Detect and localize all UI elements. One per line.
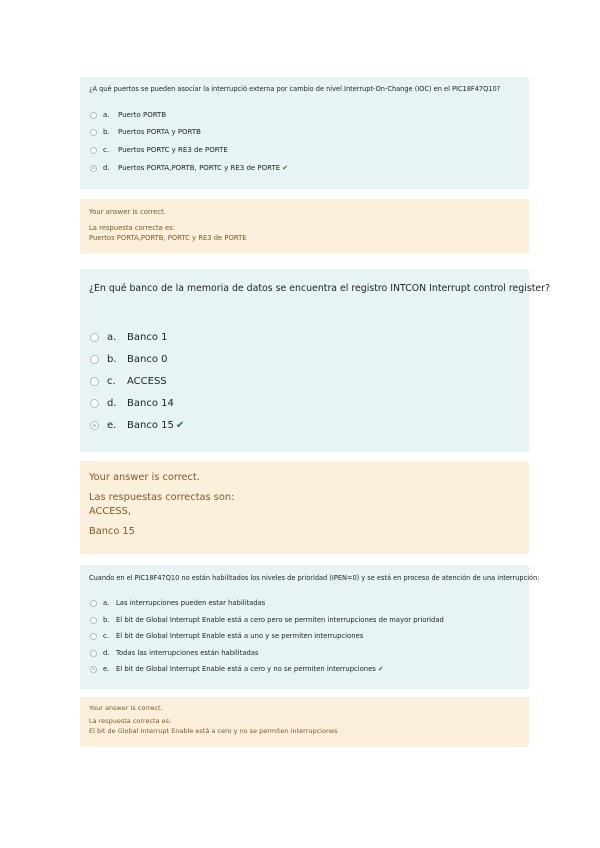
feedback-answer: El bit de Global Interrupt Enable está a cero y no se permiten interrupciones: [89, 727, 338, 735]
option-d[interactable]: [90, 398, 174, 409]
radio-icon[interactable]: [90, 377, 99, 386]
option-letter: b.: [107, 354, 117, 365]
option-letter: c.: [103, 632, 109, 640]
option-a[interactable]: [90, 332, 167, 343]
option-label: El bit de Global Interrupt Enable está a cero pero se permiten interrupciones de mayor prioridad: [116, 616, 444, 624]
radio-icon[interactable]: [90, 147, 97, 154]
question-2: [80, 269, 550, 452]
option-letter: a.: [107, 332, 117, 343]
radio-icon[interactable]: [90, 333, 99, 342]
option-label: Banco 14: [127, 398, 174, 409]
option-c[interactable]: [90, 146, 228, 154]
option-c[interactable]: [90, 632, 363, 640]
option-label: Banco 0: [127, 354, 168, 365]
feedback-answer: Puertos PORTA,PORTB, PORTC y RE3 de PORTE: [89, 234, 247, 242]
option-label: Banco 15: [127, 420, 174, 431]
radio-icon[interactable]: [90, 650, 97, 657]
feedback-answer: ACCESS,: [89, 506, 131, 517]
feedback-2: [80, 461, 529, 554]
option-label: Puertos PORTA,PORTB, PORTC y RE3 de PORTE: [118, 164, 281, 172]
radio-icon[interactable]: [90, 399, 99, 408]
radio-icon[interactable]: [90, 112, 97, 119]
radio-icon[interactable]: [90, 633, 97, 640]
option-letter: c.: [103, 146, 110, 154]
question-text: ¿En qué banco de la memoria de datos se encuentra el registro INTCON Interrupt control register?: [89, 283, 550, 294]
option-letter: a.: [103, 599, 110, 607]
radio-icon[interactable]: [90, 600, 97, 607]
option-label: Banco 1: [127, 332, 168, 343]
feedback-intro: La respuesta correcta es:: [89, 224, 175, 232]
option-a[interactable]: [90, 111, 166, 119]
feedback-answer: Banco 15: [89, 526, 135, 537]
option-label: El bit de Global Interrupt Enable está a uno y se permiten interrupciones: [116, 632, 364, 640]
question-text: ¿A qué puertos se pueden asociar la interrupció externa por cambio de nivel Interrupt-On-Change (IOC) en el PIC18F47Q10?: [89, 85, 501, 93]
option-b[interactable]: [90, 128, 201, 136]
option-e[interactable]: [90, 665, 384, 673]
radio-icon[interactable]: [90, 165, 97, 172]
question-3: [80, 565, 540, 689]
option-a[interactable]: [90, 599, 265, 607]
option-letter: b.: [103, 616, 110, 624]
radio-icon[interactable]: [90, 355, 99, 364]
option-b[interactable]: [90, 616, 444, 624]
option-letter: d.: [103, 649, 110, 657]
check-icon: ✔: [377, 665, 384, 673]
question-1: [80, 77, 529, 189]
feedback-intro: La respuesta correcta es:: [89, 717, 172, 725]
option-letter: c.: [107, 376, 116, 387]
feedback-3: [80, 697, 529, 747]
option-d[interactable]: [90, 649, 259, 657]
feedback-status: Your answer is correct.: [89, 472, 200, 483]
question-text: Cuando en el PIC18F47Q10 no están habilitados los niveles de prioridad (IPEN=0) y se está en proceso de atención de una interrupción:: [89, 574, 540, 582]
radio-icon[interactable]: [90, 617, 97, 624]
feedback-status: Your answer is correct.: [89, 704, 163, 712]
radio-icon[interactable]: [90, 129, 97, 136]
feedback-1: [80, 199, 529, 254]
check-icon: ✔: [175, 420, 185, 431]
option-label: El bit de Global Interrupt Enable está a cero y no se permiten interrupciones: [116, 665, 376, 673]
option-label: Puertos PORTA y PORTB: [118, 128, 201, 136]
option-letter: d.: [103, 164, 110, 172]
check-icon: ✔: [282, 164, 289, 172]
option-label: Puerto PORTB: [118, 111, 167, 119]
radio-icon[interactable]: [90, 421, 99, 430]
feedback-intro: Las respuestas correctas son:: [89, 492, 235, 503]
option-label: Puertos PORTC y RE3 de PORTE: [118, 146, 228, 154]
option-letter: e.: [103, 665, 110, 673]
feedback-status: Your answer is correct.: [89, 208, 166, 216]
option-letter: a.: [103, 111, 110, 119]
option-e[interactable]: [90, 420, 184, 431]
option-letter: e.: [107, 420, 117, 431]
option-label: Todas las interrupciones están habilitadas: [116, 649, 259, 657]
option-b[interactable]: [90, 354, 167, 365]
option-d[interactable]: [90, 164, 288, 172]
option-letter: b.: [103, 128, 110, 136]
option-label: Las interrupciones pueden estar habilitadas: [116, 599, 266, 607]
option-letter: d.: [107, 398, 117, 409]
option-label: ACCESS: [127, 376, 167, 387]
radio-icon[interactable]: [90, 666, 97, 673]
option-c[interactable]: [90, 376, 167, 387]
